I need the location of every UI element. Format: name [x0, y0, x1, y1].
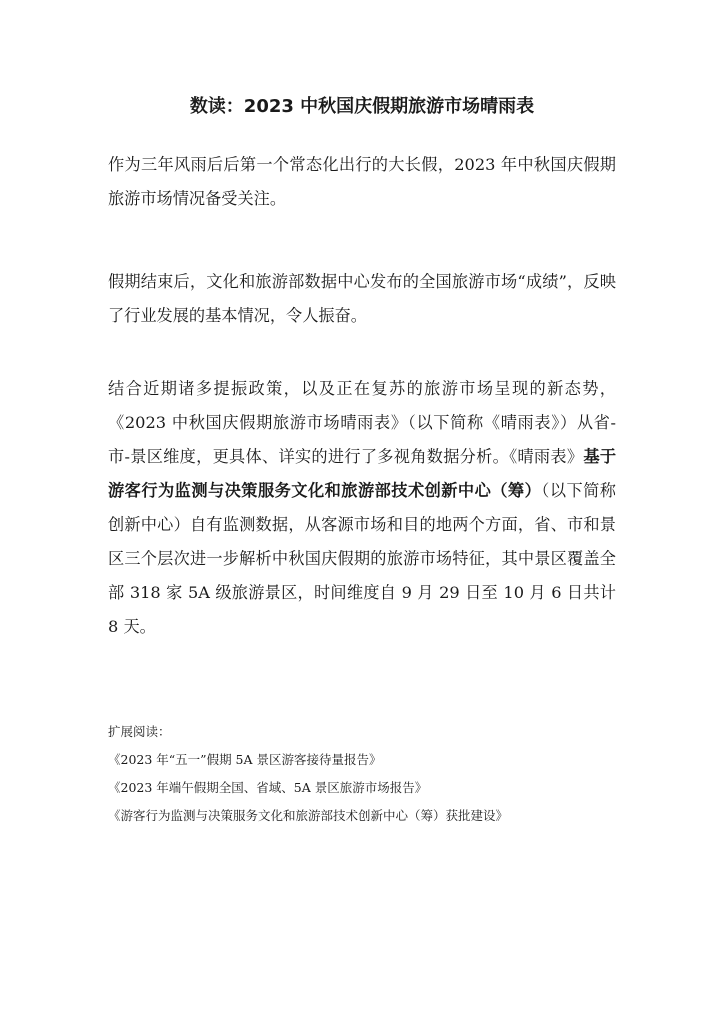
paragraph-intro: 作为三年风雨后后第一个常态化出行的大长假，2023 年中秋国庆假期旅游市场情况备受关注。 [108, 155, 616, 208]
extended-reading-link-may-day[interactable]: 《2023 年“五一”假期 5A 景区游客接待量报告》 [108, 752, 382, 767]
extended-reading [108, 718, 616, 830]
paragraph-analysis [108, 372, 616, 644]
paragraph-analysis-text-1: 结合近期诸多提振政策，以及正在复苏的旅游市场呈现的新态势，《2023 中秋国庆假期旅游市场晴雨表》（以下简称《晴雨表》）从省-市-景区维度，更具体、详实的进行了多视角数据分析。《晴雨表》 [108, 379, 616, 466]
extended-reading-link-dragon-boat[interactable]: 《2023 年端午假期全国、省域、5A 景区旅游市场报告》 [108, 780, 428, 795]
extended-reading-label: 扩展阅读： [108, 724, 171, 739]
page-title: 数读：2023 中秋国庆假期旅游市场晴雨表 [189, 96, 535, 117]
paragraph-analysis-text-2: （以下简称创新中心）自有监测数据，从客源市场和目的地两个方面，省、市和景区三个层次进一步解析中秋国庆假期的旅游市场特征，其中景区覆盖全部 318 家 5A 级旅游景区，时间维度自 9 月 29 日至 10 月 6 日共计 8 天。 [108, 481, 616, 636]
paragraph-results: 假期结束后，文化和旅游部数据中心发布的全国旅游市场“成绩”，反映了行业发展的基本情况，令人振奋。 [108, 272, 616, 325]
extended-reading-link-innovation-center[interactable]: 《游客行为监测与决策服务文化和旅游部技术创新中心（筹）获批建设》 [108, 808, 509, 823]
paragraph-analysis-bold-org: 基于游客行为监测与决策服务文化和旅游部技术创新中心（筹） [108, 447, 617, 500]
